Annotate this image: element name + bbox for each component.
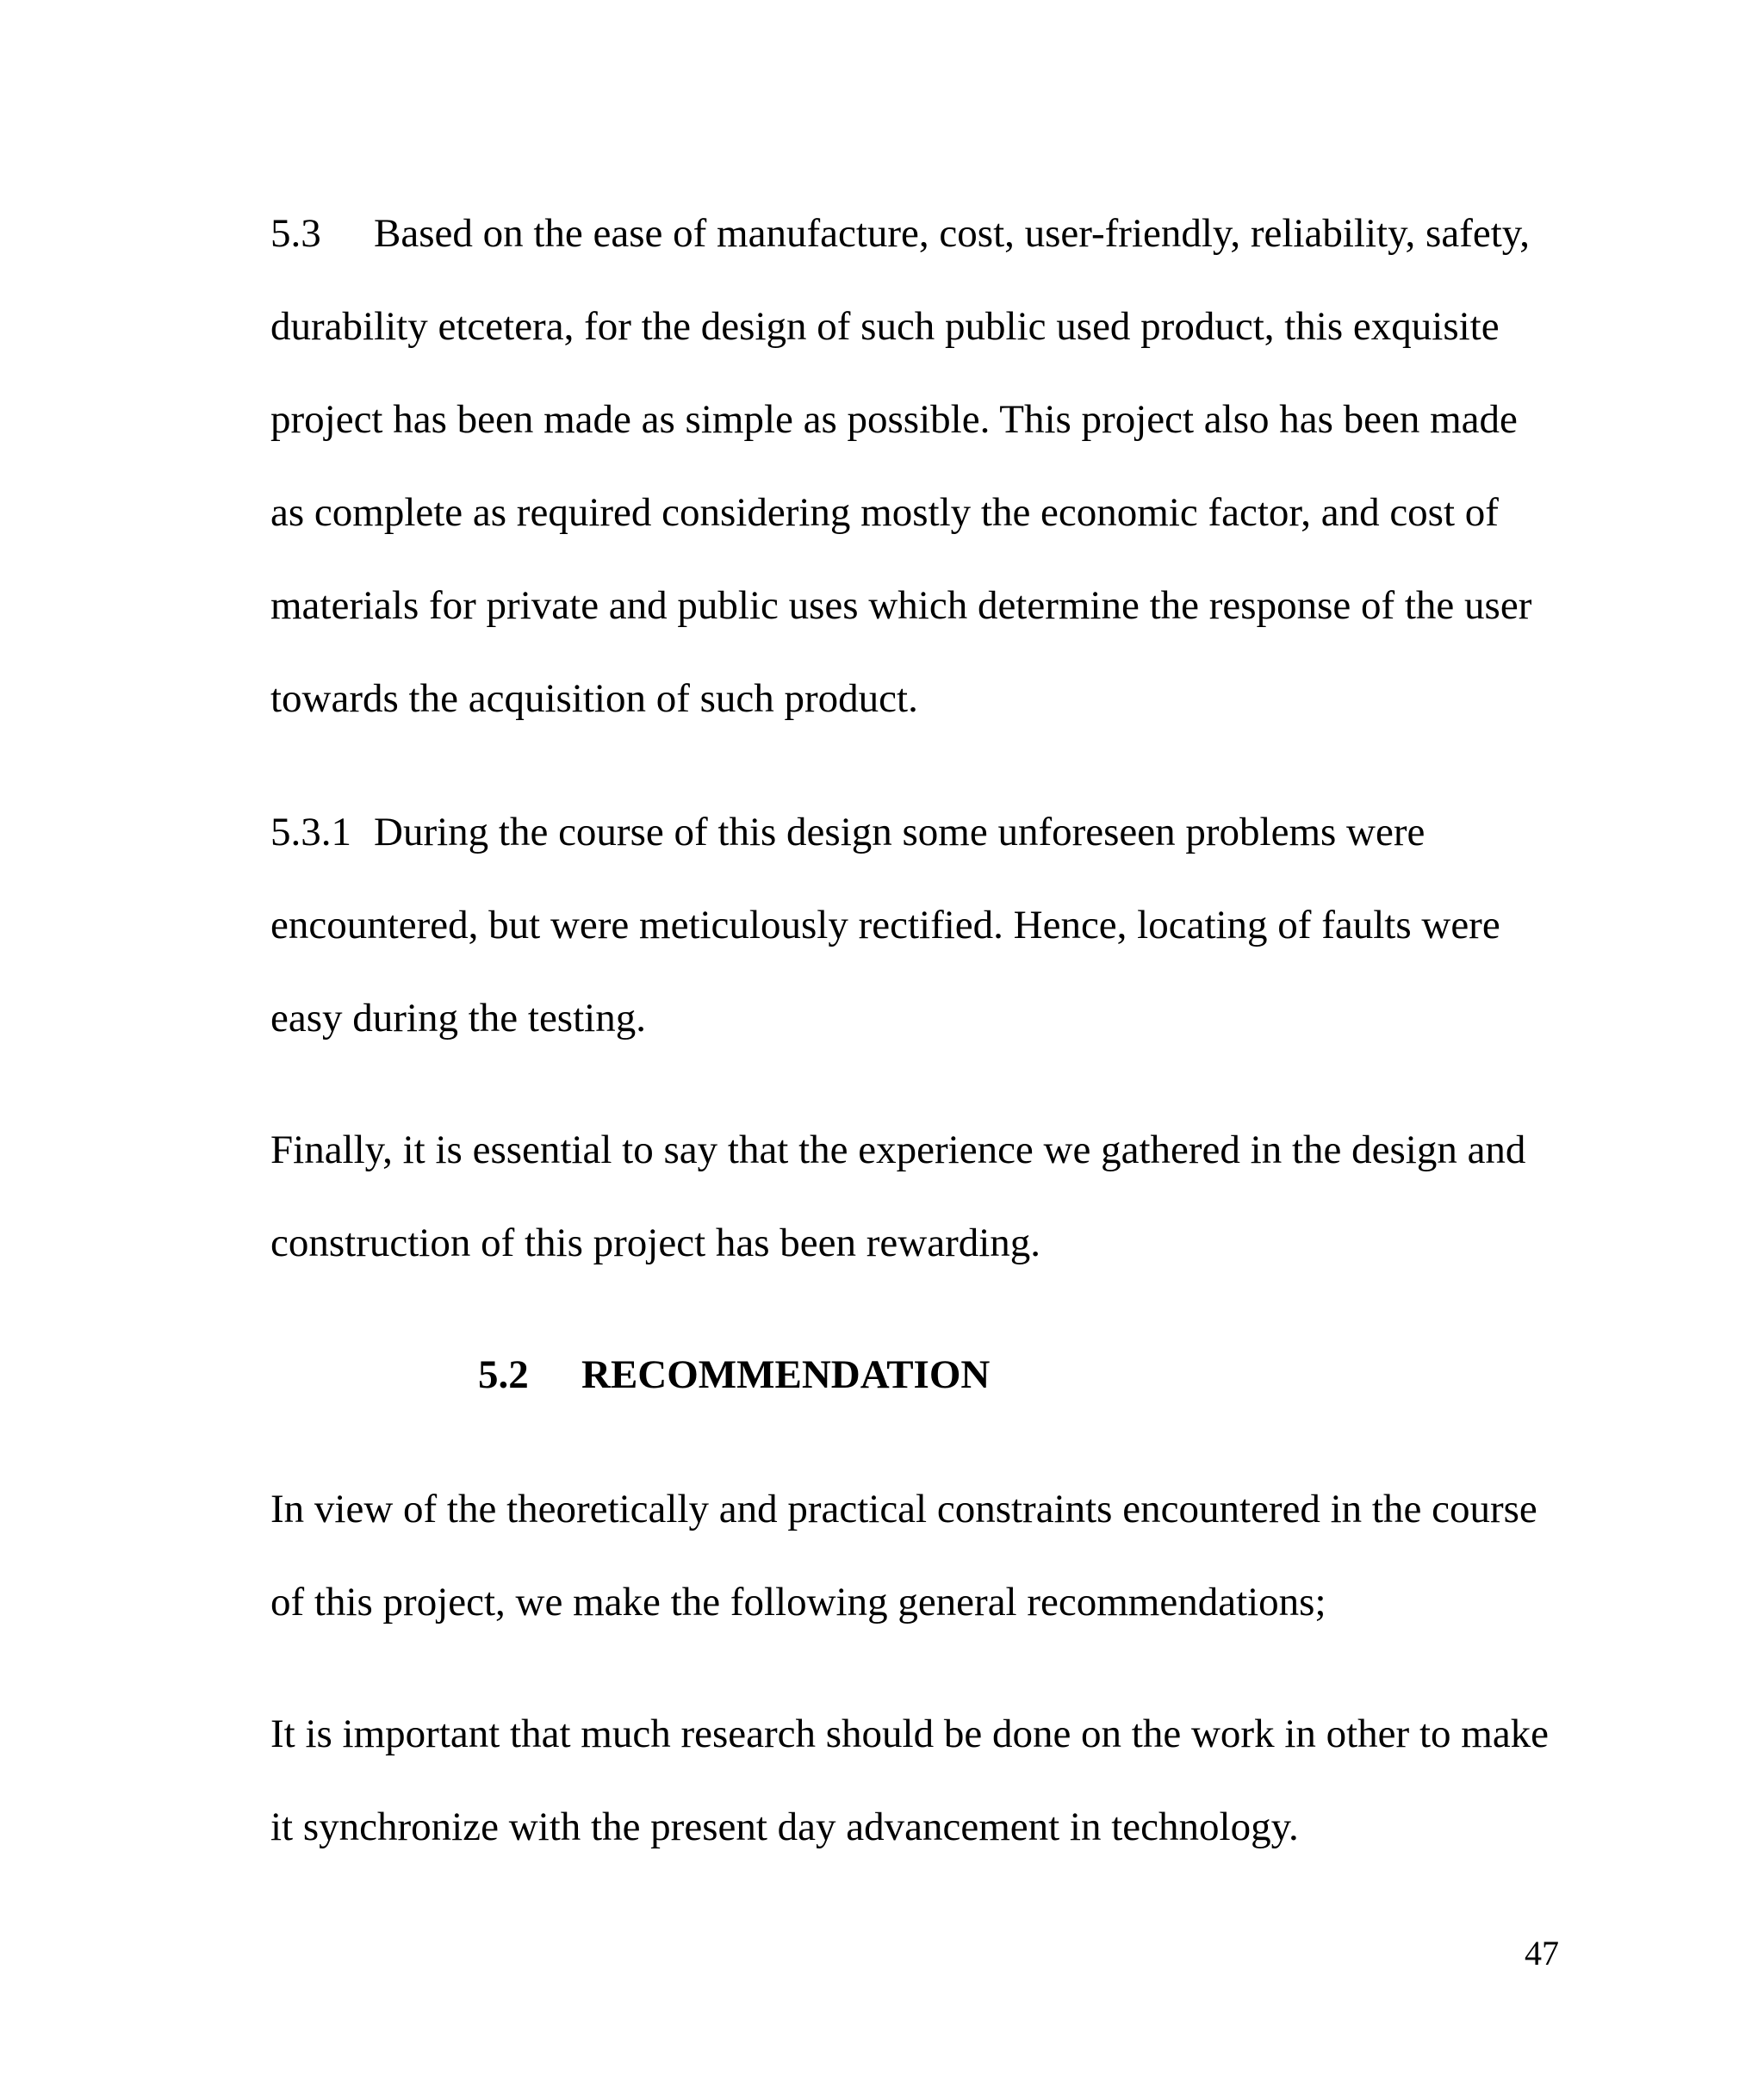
section-5-3-line-4: as complete as required considering mostly the economic factor, and cost of [270,490,1499,535]
section-5-3-1-line-1 [270,812,1425,853]
recommendation-item-line-2: it synchronize with the present day advancement in technology. [270,1805,1299,1849]
recommendation-heading [478,1352,991,1397]
paragraph-text: Based on the ease of manufacture, cost, user-friendly, reliability, safety, [374,211,1530,256]
page-number: 47 [1525,1934,1559,1972]
section-5-3-line-1 [270,211,1530,256]
recommendation-intro-line-1: In view of the theoretically and practical constraints encountered in the course [270,1487,1537,1531]
section-5-3-line-3: project has been made as simple as possible. This project also has been made [270,397,1518,442]
section-5-3-line-5: materials for private and public uses which determine the response of the user [270,583,1532,628]
section-5-3-1-line-3: easy during the testing. [270,996,646,1041]
closing-paragraph-line-2: construction of this project has been rewarding. [270,1221,1041,1265]
recommendation-intro-line-2: of this project, we make the following general recommendations; [270,1580,1326,1625]
heading-title: RECOMMENDATION [581,1352,991,1397]
recommendation-item-line-1: It is important that much research should be done on the work in other to make [270,1712,1550,1756]
section-number: 5.3.1 [270,810,351,854]
section-5-3-line-2: durability etcetera, for the design of such public used product, this exquisite [270,304,1500,349]
heading-number: 5.2 [478,1352,529,1397]
section-5-3-line-6: towards the acquisition of such product. [270,676,918,721]
paragraph-text: During the course of this design some unforeseen problems were [374,810,1425,854]
closing-paragraph-line-1: Finally, it is essential to say that the experience we gathered in the design and [270,1128,1526,1172]
section-number: 5.3 [270,211,321,256]
section-5-3-1-line-2: encountered, but were meticulously rectified. Hence, locating of faults were [270,903,1500,947]
